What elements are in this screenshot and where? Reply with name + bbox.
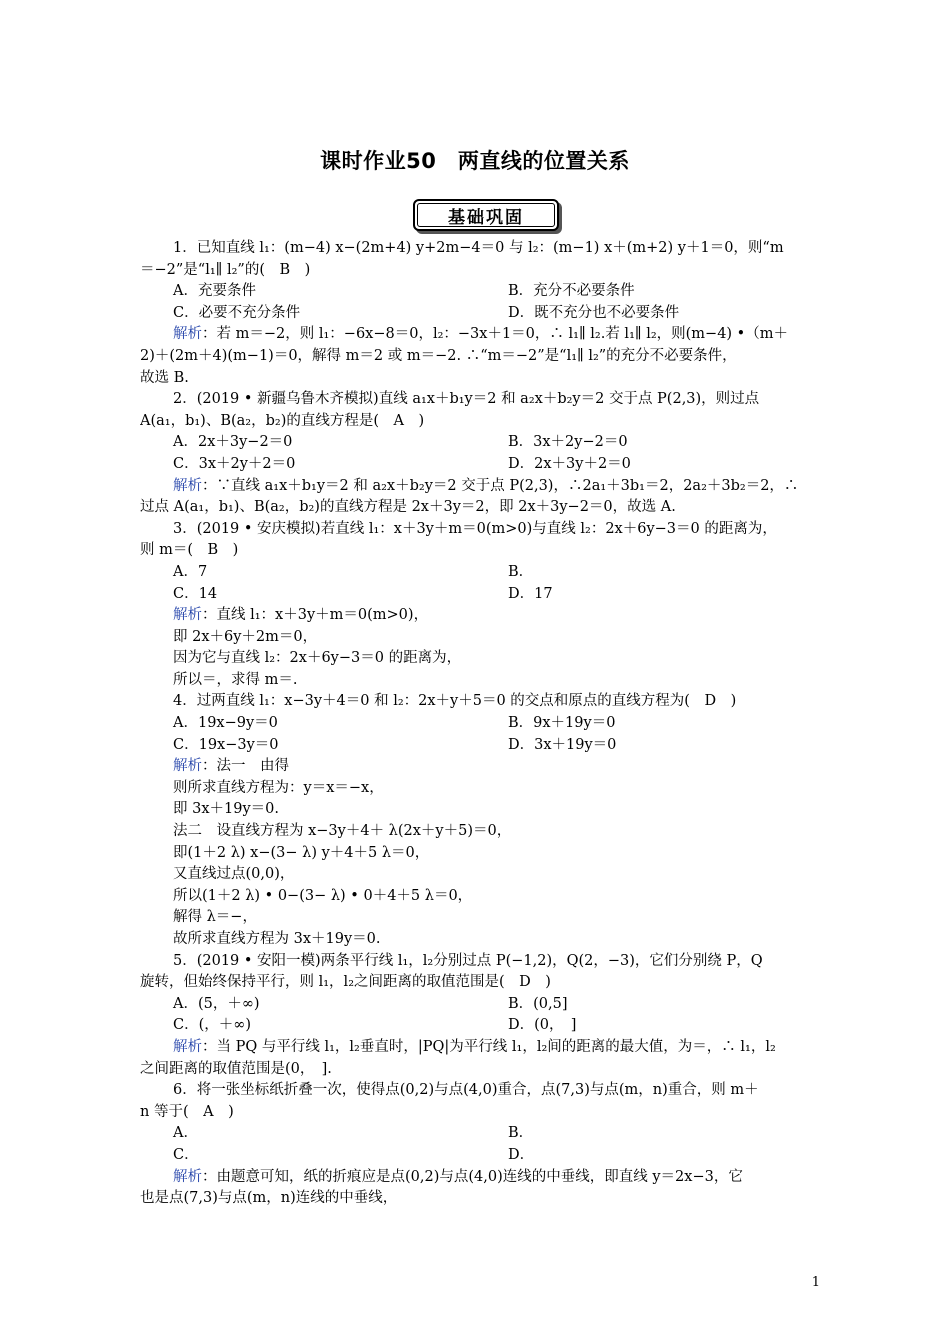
q4-option-c: C．19x−3y＝0	[173, 736, 279, 753]
q5-solution-2: 之间距离的取值范围是(0， ].	[140, 1060, 332, 1077]
content	[140, 238, 812, 1210]
q4-solution-2: 则所求直线方程为：y＝x＝−x，	[173, 779, 384, 796]
q4-solution-9: 故所求直线方程为 3x＋19y＝0.	[173, 931, 381, 947]
q2-option-b: B．3x＋2y−2＝0	[508, 434, 628, 451]
q1-solution-1-text: ：若 m＝−2，则 l₁：−6x−8＝0，l₂：−3x＋1＝0，∴ l₁∥ l₂.若 l₁∥ l₂，则(m−4) •（m＋	[202, 326, 788, 343]
q2-solution-1-text: ：∵直线 a₁x＋b₁y＝2 和 a₂x＋b₂y＝2 交于点 P(2,3)，∴2a₁＋3b₁＝2，2a₂＋3b₂＝2，∴	[202, 477, 799, 494]
q3-option-c: C．14	[173, 585, 218, 602]
page-title: 课时作业50 两直线的位置关系	[320, 149, 630, 173]
q3-options-ab	[140, 562, 812, 584]
q6-option-b: B．	[508, 1125, 534, 1142]
q4-option-a: A．19x−9y＝0	[173, 715, 278, 732]
q6-jiexi-label: 解析	[173, 1168, 202, 1185]
q5-option-c: C．(，＋∞)	[173, 1017, 251, 1034]
q3-jiexi-label: 解析	[173, 607, 202, 624]
q4-solution-5: 即(1＋2 λ) x−(3− λ) y＋4＋5 λ＝0，	[173, 844, 430, 861]
q3-option-b: B．	[508, 563, 534, 580]
q5-solution-1-text: ：当 PQ 与平行线 l₁，l₂垂直时，|PQ|为平行线 l₁，l₂间的距离的最大值，为＝，∴ l₁，l₂	[202, 1038, 776, 1055]
q1-solution-2: 2)＋(2m＋4)(m−1)＝0，解得 m＝2 或 m＝−2. ∴“m＝−2”是“l₁∥ l₂”的充分不必要条件，	[140, 347, 737, 364]
q3-solution-1	[140, 605, 812, 627]
q1-stem-1: 1．已知直线 l₁：(m−4) x−(2m+4) y+2m−4＝0 与 l₂：(m−1) x＋(m+2) y＋1＝0，则“m	[173, 240, 784, 256]
q6-options-cd	[140, 1145, 812, 1167]
q5-option-b: B．(0,5]	[508, 995, 568, 1012]
q6-option-c: C．	[173, 1146, 199, 1163]
q2-stem-1: 2．(2019 • 新疆乌鲁木齐模拟)直线 a₁x＋b₁y＝2 和 a₂x＋b₂y＝2 交于点 P(2,3)，则过点	[173, 391, 760, 408]
q2-options-cd	[140, 454, 812, 476]
q3-solution-3: 因为它与直线 l₂：2x＋6y−3＝0 的距离为，	[173, 650, 462, 667]
section-badge	[413, 199, 559, 231]
q5-options-cd	[140, 1015, 812, 1037]
q3-option-a: A．7	[173, 563, 208, 580]
q3-options-cd	[140, 584, 812, 606]
q6-option-a: A．	[173, 1125, 198, 1142]
q1-option-b: B．充分不必要条件	[508, 283, 635, 300]
question-3	[140, 519, 812, 692]
q1-option-c: C．必要不充分条件	[173, 304, 301, 321]
q4-options-cd	[140, 735, 812, 757]
question-1	[140, 238, 812, 389]
q3-solution-4: 所以＝，求得 m＝.	[173, 671, 298, 688]
page-number: 1	[811, 1275, 820, 1290]
q1-solution-3: 故选 B.	[140, 369, 189, 386]
q3-option-d: D．17	[508, 585, 553, 602]
q2-option-a: A．2x＋3y−2＝0	[173, 434, 293, 451]
question-6	[140, 1080, 812, 1210]
q6-option-d: D．	[508, 1146, 535, 1163]
q5-option-d: D．(0， ]	[508, 1017, 577, 1034]
q1-options-cd	[140, 303, 812, 325]
q5-option-a: A．(5，＋∞)	[173, 995, 260, 1012]
q1-options-ab	[140, 281, 812, 303]
q4-solution-6: 又直线过点(0,0)，	[173, 866, 295, 883]
q5-stem-1: 5．(2019 • 安阳一模)两条平行线 l₁，l₂分别过点 P(−1,2)，Q(2，−3)，它们分别绕 P，Q	[173, 952, 763, 969]
q1-jiexi-label: 解析	[173, 326, 202, 343]
q1-solution-1	[140, 324, 812, 346]
q4-jiexi-label: 解析	[173, 758, 202, 775]
question-2	[140, 389, 812, 519]
q2-stem-2: A(a₁，b₁)、B(a₂，b₂)的直线方程是( A )	[140, 412, 425, 429]
q1-stem-2: ＝−2”是“l₁∥ l₂”的( B )	[140, 261, 311, 278]
question-5	[140, 951, 812, 1081]
q4-solution-1-text: ：法一 由得	[202, 758, 289, 775]
q6-solution-2: 也是点(7,3)与点(m，n)连线的中垂线，	[140, 1190, 398, 1207]
q2-jiexi-label: 解析	[173, 477, 202, 494]
q2-solution-1	[140, 476, 812, 498]
section-badge-label: 基础巩固	[417, 203, 555, 227]
q1-option-d: D．既不充分也不必要条件	[508, 304, 680, 321]
question-4	[140, 691, 812, 950]
q5-solution-1	[140, 1037, 812, 1059]
q4-solution-7: 所以(1＋2 λ) • 0−(3− λ) • 0＋4＋5 λ＝0，	[173, 887, 473, 904]
q2-option-d: D．2x＋3y＋2＝0	[508, 455, 631, 472]
q4-option-d: D．3x＋19y＝0	[508, 736, 617, 753]
q3-solution-1-text: ：直线 l₁：x＋3y＋m＝0(m>0)，	[202, 607, 429, 624]
q6-solution-1-text: ：由题意可知，纸的折痕应是点(0,2)与点(4,0)连线的中垂线，即直线 y＝2x−3，它	[202, 1168, 743, 1185]
q4-options-ab	[140, 713, 812, 735]
q4-solution-8: 解得 λ＝−，	[173, 909, 257, 926]
q6-stem-1: 6．将一张坐标纸折叠一次，使得点(0,2)与点(4,0)重合，点(7,3)与点(m，n)重合，则 m＋	[173, 1082, 759, 1099]
q1-option-a: A．充要条件	[173, 283, 256, 300]
q2-options-ab	[140, 432, 812, 454]
q5-jiexi-label: 解析	[173, 1038, 202, 1055]
q5-stem-2: 旋转，但始终保持平行，则 l₁，l₂之间距离的取值范围是( D )	[140, 974, 551, 991]
q6-stem-2: n 等于( A )	[140, 1103, 234, 1120]
q4-stem-1: 4．过两直线 l₁：x−3y＋4＝0 和 l₂：2x＋y＋5＝0 的交点和原点的直线方程为( D )	[173, 693, 737, 710]
q2-solution-2: 过点 A(a₁，b₁)、B(a₂，b₂)的直线方程是 2x＋3y＝2，即 2x＋3y−2＝0，故选 A.	[140, 499, 676, 516]
q5-options-ab	[140, 994, 812, 1016]
q3-solution-2: 即 2x＋6y＋2m＝0，	[173, 628, 318, 645]
q2-option-c: C．3x＋2y＋2＝0	[173, 455, 296, 472]
q4-solution-3: 即 3x＋19y＝0.	[173, 801, 279, 818]
q4-solution-1	[140, 756, 812, 778]
q3-stem-1: 3．(2019 • 安庆模拟)若直线 l₁：x＋3y＋m＝0(m>0)与直线 l₂：2x＋6y−3＝0 的距离为，	[173, 520, 777, 537]
q4-solution-4: 法二 设直线方程为 x−3y＋4＋ λ(2x＋y＋5)＝0，	[173, 823, 512, 840]
q4-option-b: B．9x＋19y＝0	[508, 715, 616, 732]
q6-options-ab	[140, 1123, 812, 1145]
q6-solution-1	[140, 1167, 812, 1189]
q3-stem-2: 则 m＝( B )	[140, 542, 239, 559]
